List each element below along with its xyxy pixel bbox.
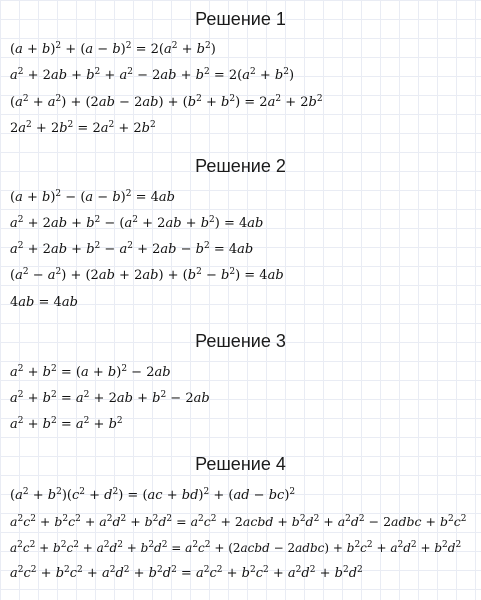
solution-4-line-1: $(a^2 + b^2)(c^2 + d^2) = (ac + bd)^2 + (ad - bc)^2$: [10, 487, 296, 503]
solution-1-line-3: $(a^2 + a^2) + (2ab - 2ab) + (b^2 + b^2) = 2a^2 + 2b^2$: [10, 94, 323, 110]
solution-2-line-5: 4ab = 4ab: [10, 295, 78, 310]
solution-3-line-2: $a^2 + b^2 = a^2 + 2ab + b^2 - 2ab$: [10, 390, 210, 406]
solution-2-line-3: $a^2 + 2ab + b^2 - a^2 + 2ab - b^2 = 4ab$: [10, 241, 254, 257]
solution-1-line-2: $a^2 + 2ab + b^2 + a^2 - 2ab + b^2 = 2(a^2 + b^2)$: [10, 67, 295, 83]
solution-3-line-3: $a^2 + b^2 = a^2 + b^2$: [10, 416, 123, 432]
solution-4-line-3: $a^2c^2 + b^2c^2 + a^2d^2 + b^2d^2 = a^2c^2$ + (2acbd − 2adbc) + $b^2c^2 + a^2d^2 + b^2d^2$: [10, 540, 462, 555]
solution-4-title: Решение 4: [195, 454, 286, 474]
solution-1-line-4: $2a^2 + 2b^2 = 2a^2 + 2b^2$: [10, 120, 156, 136]
solution-2-line-2: $a^2 + 2ab + b^2 - (a^2 + 2ab + b^2) = 4ab$: [10, 215, 264, 231]
solution-2-title: Решение 2: [195, 156, 286, 176]
solution-1-line-1: $(a + b)^2 + (a - b)^2 = 2(a^2 + b^2)$: [10, 41, 216, 57]
solution-4-line-4: $a^2c^2 + b^2c^2 + a^2d^2 + b^2d^2 = a^2c^2 + b^2c^2 + a^2d^2 + b^2d^2$: [10, 565, 363, 581]
solution-4-line-2: $a^2c^2 + b^2c^2 + a^2d^2 + b^2d^2 = a^2c^2$ + 2acbd + $b^2d^2 + a^2d^2$ − 2adbc + $b^2c^2$: [10, 514, 467, 529]
solution-3-line-1: $a^2 + b^2 = (a + b)^2 - 2ab$: [10, 364, 171, 380]
solution-1-title: Решение 1: [195, 9, 286, 29]
solution-3-title: Решение 3: [195, 331, 286, 351]
solution-2-line-1: $(a + b)^2 - (a - b)^2 = 4ab$: [10, 189, 175, 205]
solution-2-line-4: $(a^2 - a^2) + (2ab + 2ab) + (b^2 - b^2) = 4ab$: [10, 267, 284, 283]
